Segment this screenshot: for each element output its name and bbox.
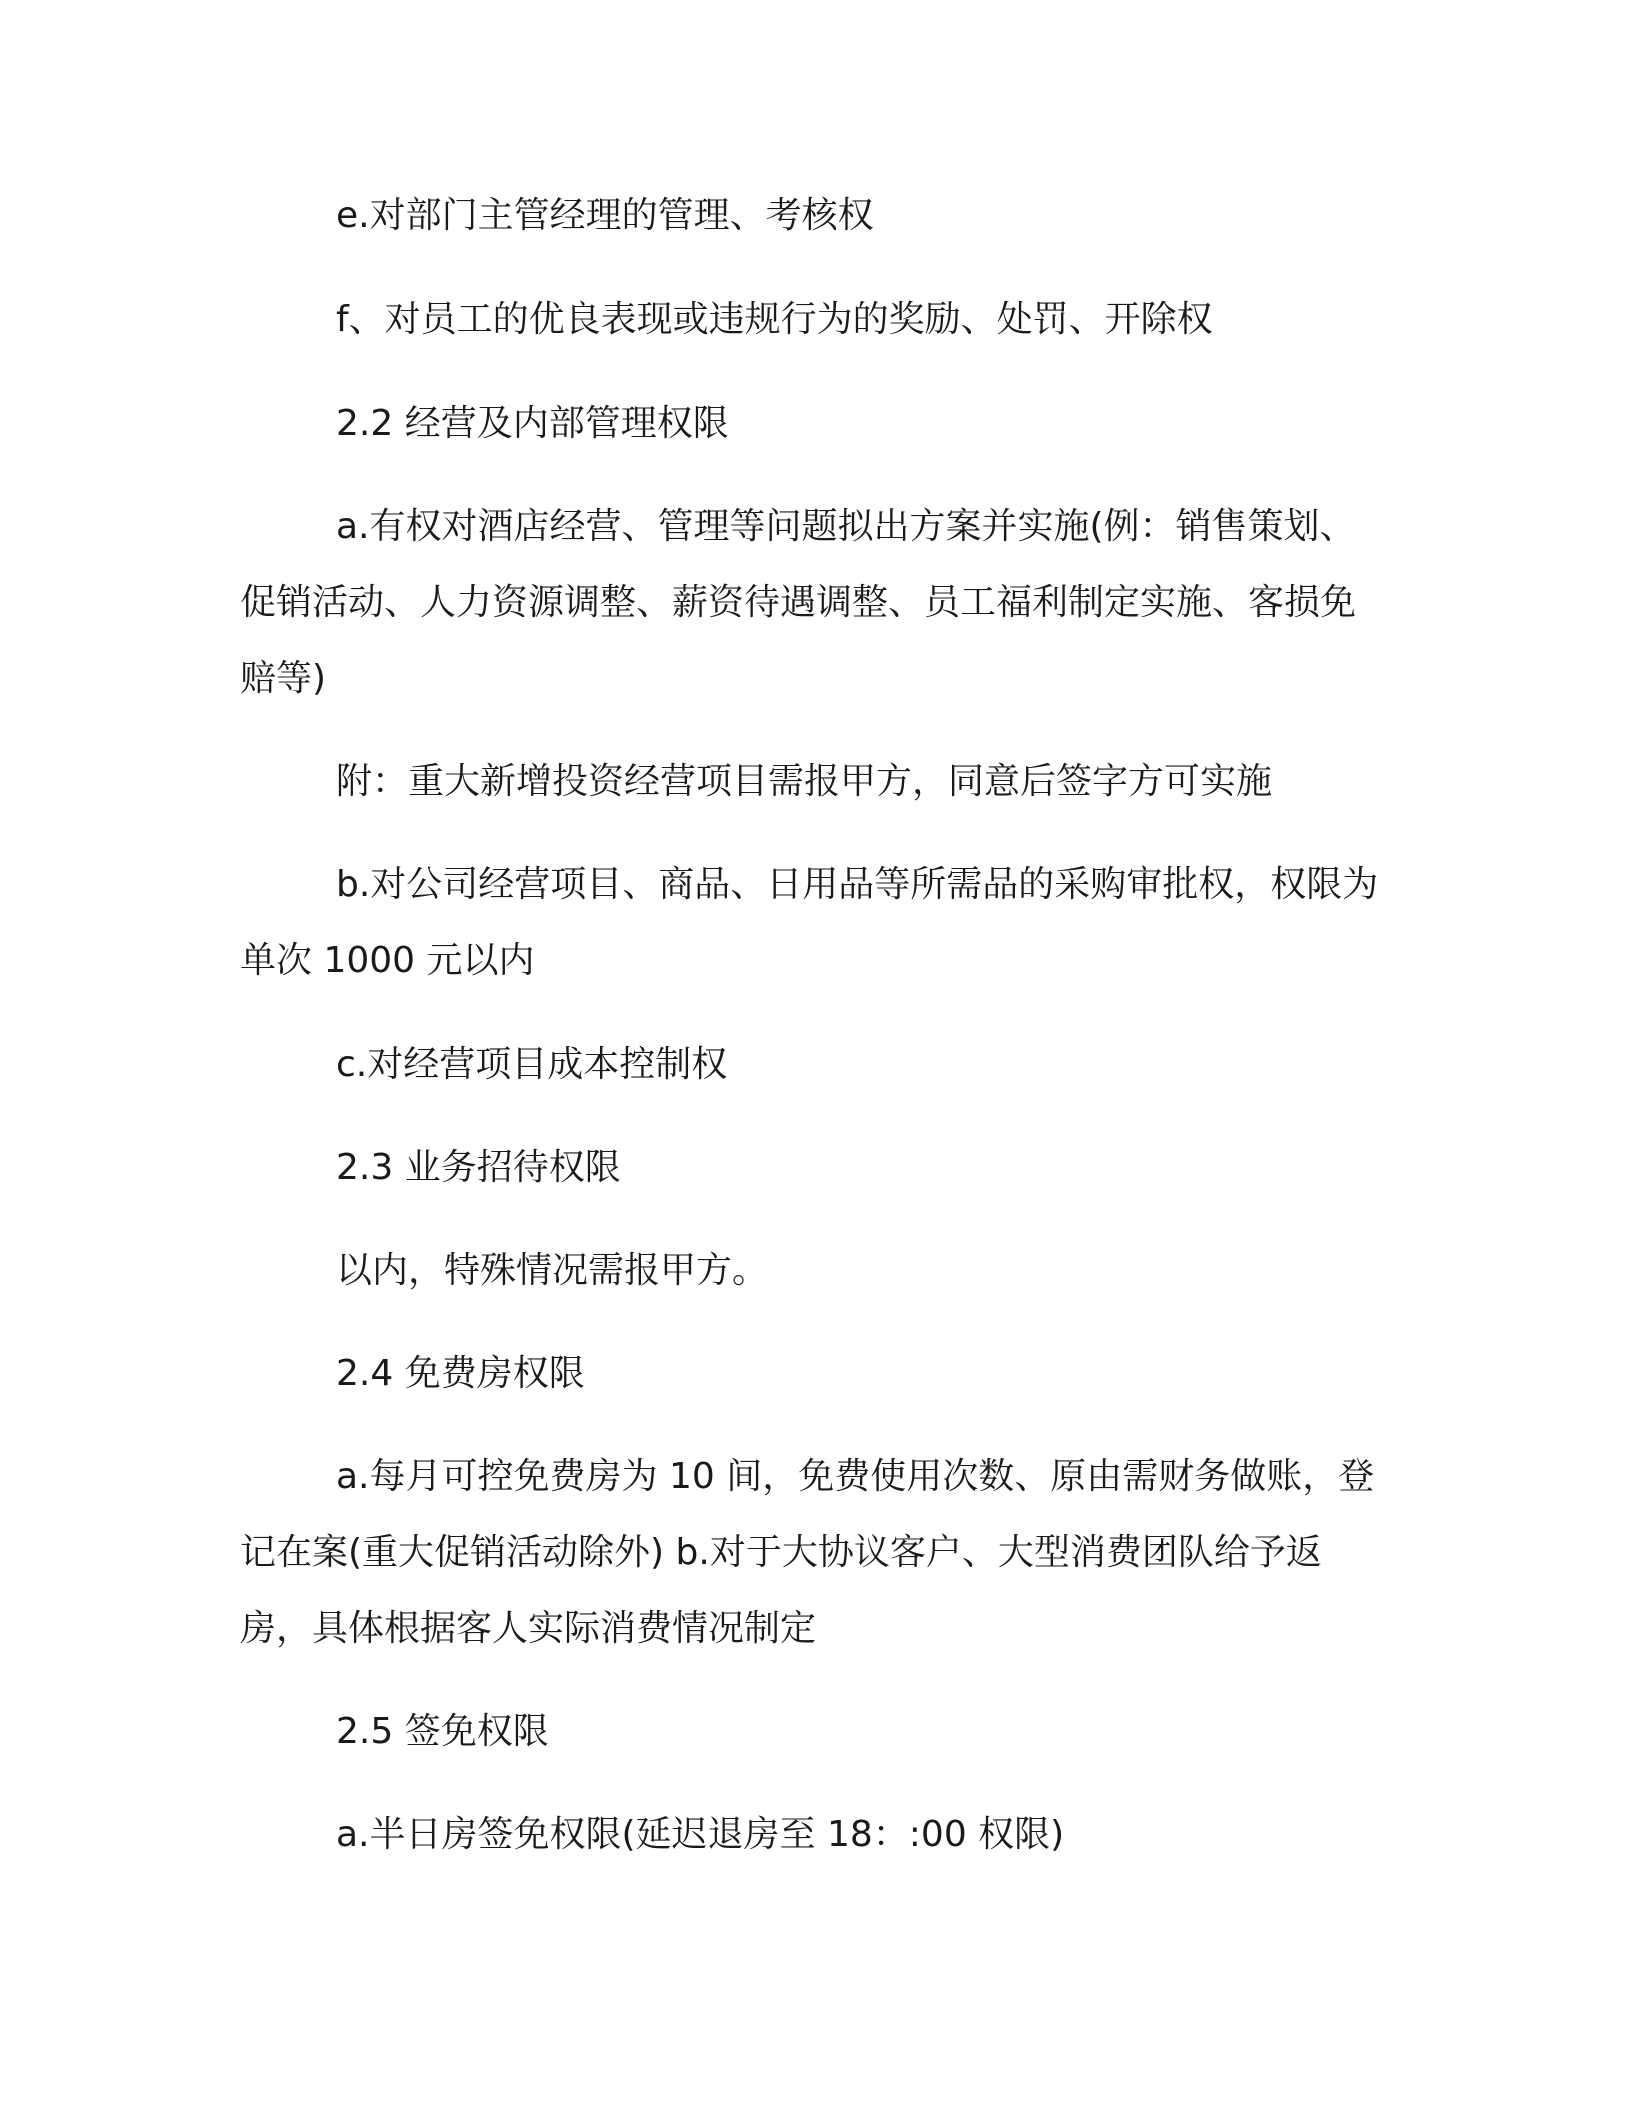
paragraph-free-room-quota: a.每月可控免费房为 10 间，免费使用次数、原由需财务做账，登记在案(重大促销活动除外) b.对于大协议客户、大型消费团队给予返房，具体根据客人实际消费情况制定	[240, 1456, 1375, 1649]
paragraph-manager-assessment: e.对部门主管经理的管理、考核权	[336, 195, 874, 236]
paragraph-employee-reward-penalty: f、对员工的优良表现或违规行为的奖励、处罚、开除权	[336, 299, 1213, 340]
heading-2-4-free-room: 2.4 免费房权限	[336, 1353, 585, 1394]
paragraph-special-cases: 以内，特殊情况需报甲方。	[336, 1250, 769, 1291]
paragraph-half-day-room: a.半日房签免权限(延迟退房至 18：:00 权限)	[336, 1814, 1065, 1855]
paragraph-operation-plans: a.有权对酒店经营、管理等问题拟出方案并实施(例：销售策划、促销活动、人力资源调整、薪资待遇调整、员工福利制定实施、客损免赔等)	[240, 506, 1357, 699]
paragraph-major-investment-note: 附：重大新增投资经营项目需报甲方，同意后签字方可实施	[336, 761, 1273, 802]
heading-2-2-operation-management: 2.2 经营及内部管理权限	[336, 403, 729, 444]
heading-2-5-sign-waiver: 2.5 签免权限	[336, 1711, 549, 1752]
paragraph-cost-control: c.对经营项目成本控制权	[336, 1044, 728, 1085]
paragraph-procurement-approval: b.对公司经营项目、商品、日用品等所需品的采购审批权，权限为单次 1000 元以内	[240, 864, 1379, 981]
heading-2-3-business-hospitality: 2.3 业务招待权限	[336, 1147, 621, 1188]
